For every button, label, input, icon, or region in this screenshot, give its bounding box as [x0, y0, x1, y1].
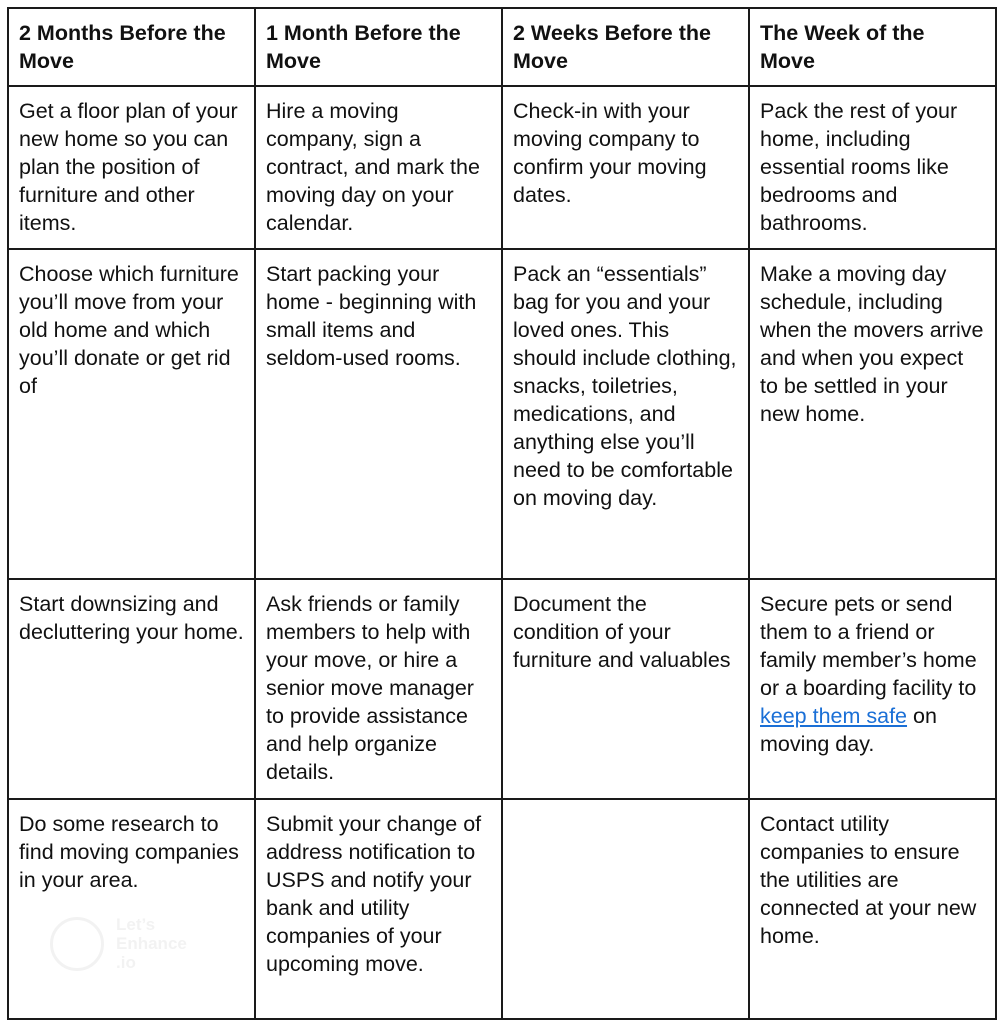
- keep-them-safe-link[interactable]: keep them safe: [760, 704, 908, 728]
- table-cell: Submit your change of address notification to USPS and notify your bank and utility companies of your upcoming move.: [255, 799, 502, 1019]
- table-cell: Pack the rest of your home, including essential rooms like bedrooms and bathrooms.: [749, 86, 996, 249]
- watermark-text: Let’s Enhance .io: [116, 915, 187, 972]
- empty-table-cell: [502, 799, 749, 1019]
- table-row: [8, 249, 996, 579]
- header-2-weeks: 2 Weeks Before the Move: [502, 8, 749, 86]
- header-1-month: 1 Month Before the Move: [255, 8, 502, 86]
- table-cell: Make a moving day schedule, including when the movers arrive and when you expect to be settled in your new home.: [749, 249, 996, 579]
- table-cell: Check-in with your moving company to confirm your moving dates.: [502, 86, 749, 249]
- header-2-months: 2 Months Before the Move: [8, 8, 255, 86]
- table-cell: Get a floor plan of your new home so you can plan the position of furniture and other items.: [8, 86, 255, 249]
- table-cell: Start downsizing and decluttering your home.: [8, 579, 255, 799]
- table-cell: Document the condition of your furniture and valuables: [502, 579, 749, 799]
- table-row: [8, 86, 996, 249]
- table-cell: Choose which furniture you’ll move from your old home and which you’ll donate or get rid of: [8, 249, 255, 579]
- table-row: [8, 799, 996, 1019]
- table-cell: Ask friends or family members to help with your move, or hire a senior move manager to provide assistance and help organize details.: [255, 579, 502, 799]
- moving-checklist-table: [7, 7, 997, 1020]
- cell-text-after-link: on moving day.: [760, 704, 937, 756]
- table-cell: Do some research to find moving companies in your area.: [8, 799, 255, 1019]
- header-week-of: The Week of the Move: [749, 8, 996, 86]
- table-row: [8, 579, 996, 799]
- table-cell: Contact utility companies to ensure the utilities are connected at your new home.: [749, 799, 996, 1019]
- header-row: [8, 8, 996, 86]
- table-cell: Hire a moving company, sign a contract, and mark the moving day on your calendar.: [255, 86, 502, 249]
- cell-text-before-link: Secure pets or send them to a friend or family member’s home or a boarding facility to: [760, 592, 977, 700]
- table-cell-with-link: [749, 579, 996, 799]
- table-cell: Pack an “essentials” bag for you and your loved ones. This should include clothing, snacks, toiletries, medications, and anything else you’ll need to be comfortable on moving day.: [502, 249, 749, 579]
- table-cell: Start packing your home - beginning with small items and seldom-used rooms.: [255, 249, 502, 579]
